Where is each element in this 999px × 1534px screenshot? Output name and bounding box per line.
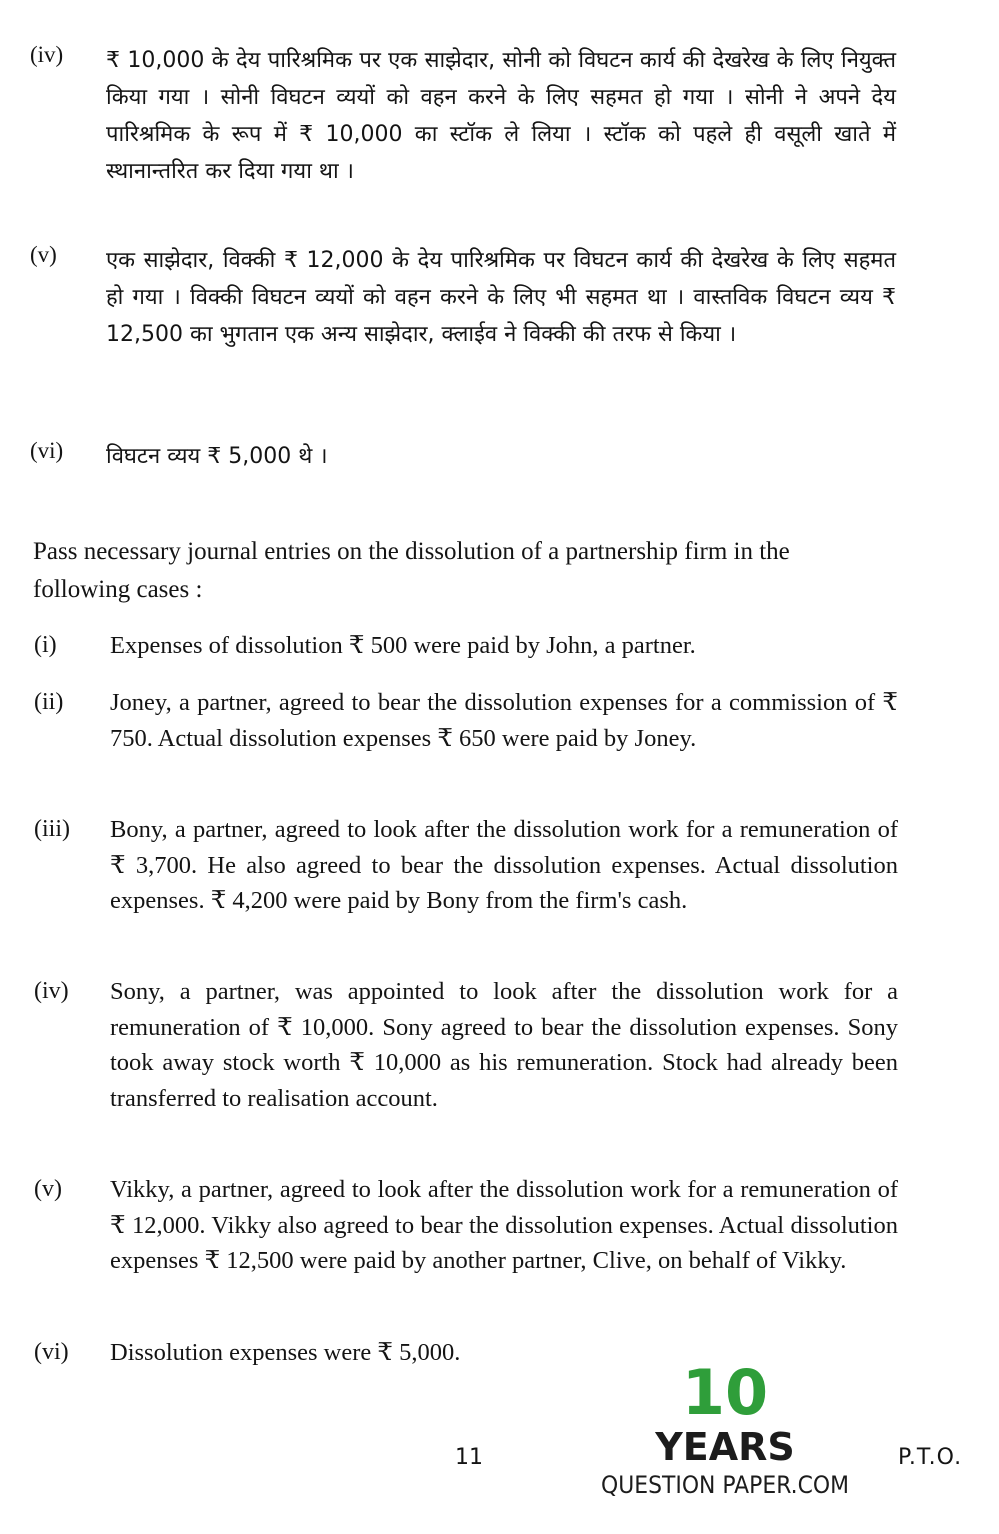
item-text: एक साझेदार, विक्की ₹ 12,000 के देय पारिश्रमिक पर विघटन कार्य की देखरेख के लिए सहमत हो गया । विक्की विघटन व्ययों को वहन करने के लिए भी सहमत था । वास्तविक विघटन व्यय ₹ 12,500 का भुगतान एक अन्य साझेदार, क्लाईव ने विक्की की तरफ से किया । xyxy=(106,248,896,347)
logo-digits: 10 xyxy=(681,1362,769,1429)
item-text: Dissolution expenses were ₹ 5,000. xyxy=(110,1339,461,1366)
item-number: (iv) xyxy=(30,42,64,67)
ten-years-question-paper-logo xyxy=(590,1362,860,1502)
item-text: विघटन व्यय ₹ 5,000 थे । xyxy=(106,444,328,469)
item-number: (i) xyxy=(34,632,57,658)
item-number: (vi) xyxy=(30,438,64,463)
item-number: (ii) xyxy=(34,689,64,715)
item-text: Bony, a partner, agreed to look after the dissolution work for a remuneration of ₹ 3,700. He also agreed to bear the dissolution expenses. Actual dissolution expenses. ₹ 4,200 were paid by Bony from the firm's cash. xyxy=(110,816,898,914)
page-number: 11 xyxy=(455,1445,483,1470)
item-number: (v) xyxy=(30,242,57,267)
item-number: (iii) xyxy=(34,816,70,842)
logo-years: YEARS xyxy=(655,1425,795,1469)
item-number: (v) xyxy=(34,1176,62,1202)
item-number: (iv) xyxy=(34,978,69,1004)
item-text: Expenses of dissolution ₹ 500 were paid by John, a partner. xyxy=(110,632,696,659)
item-text: ₹ 10,000 के देय पारिश्रमिक पर एक साझेदार, सोनी को विघटन कार्य की देखरेख के लिए नियुक्त किया गया । सोनी विघटन व्ययों को वहन करने के लिए सहमत हो गया । सोनी ने अपने देय पारिश्रमिक के रूप में ₹ 10,000 का स्टॉक ले लिया । स्टॉक को पहले ही वसूली खाते में स्थानान्तरित कर दिया गया था । xyxy=(106,48,896,184)
item-text: Vikky, a partner, agreed to look after the dissolution work for a remuneration of ₹ 12,000. Vikky also agreed to bear the dissolution expenses. Actual dissolution expenses ₹ 12,500 were paid by another partner, Clive, on behalf of Vikky. xyxy=(110,1176,898,1274)
item-text: Joney, a partner, agreed to bear the dissolution expenses for a commission of ₹ 750. Actual dissolution expenses ₹ 650 were paid by Joney. xyxy=(110,689,898,752)
logo-site: QUESTION PAPER.COM xyxy=(601,1471,849,1499)
pto-label: P.T.O. xyxy=(898,1445,963,1470)
item-number: (vi) xyxy=(34,1339,69,1365)
question-intro: Pass necessary journal entries on the dissolution of a partnership firm in the following cases : xyxy=(33,538,790,603)
item-text: Sony, a partner, was appointed to look after the dissolution work for a remuneration of ₹ 10,000. Sony agreed to bear the dissolution expenses. Sony took away stock worth ₹ 10,000 as his remuneration. Stock had already been transferred to realisation account. xyxy=(110,978,898,1112)
